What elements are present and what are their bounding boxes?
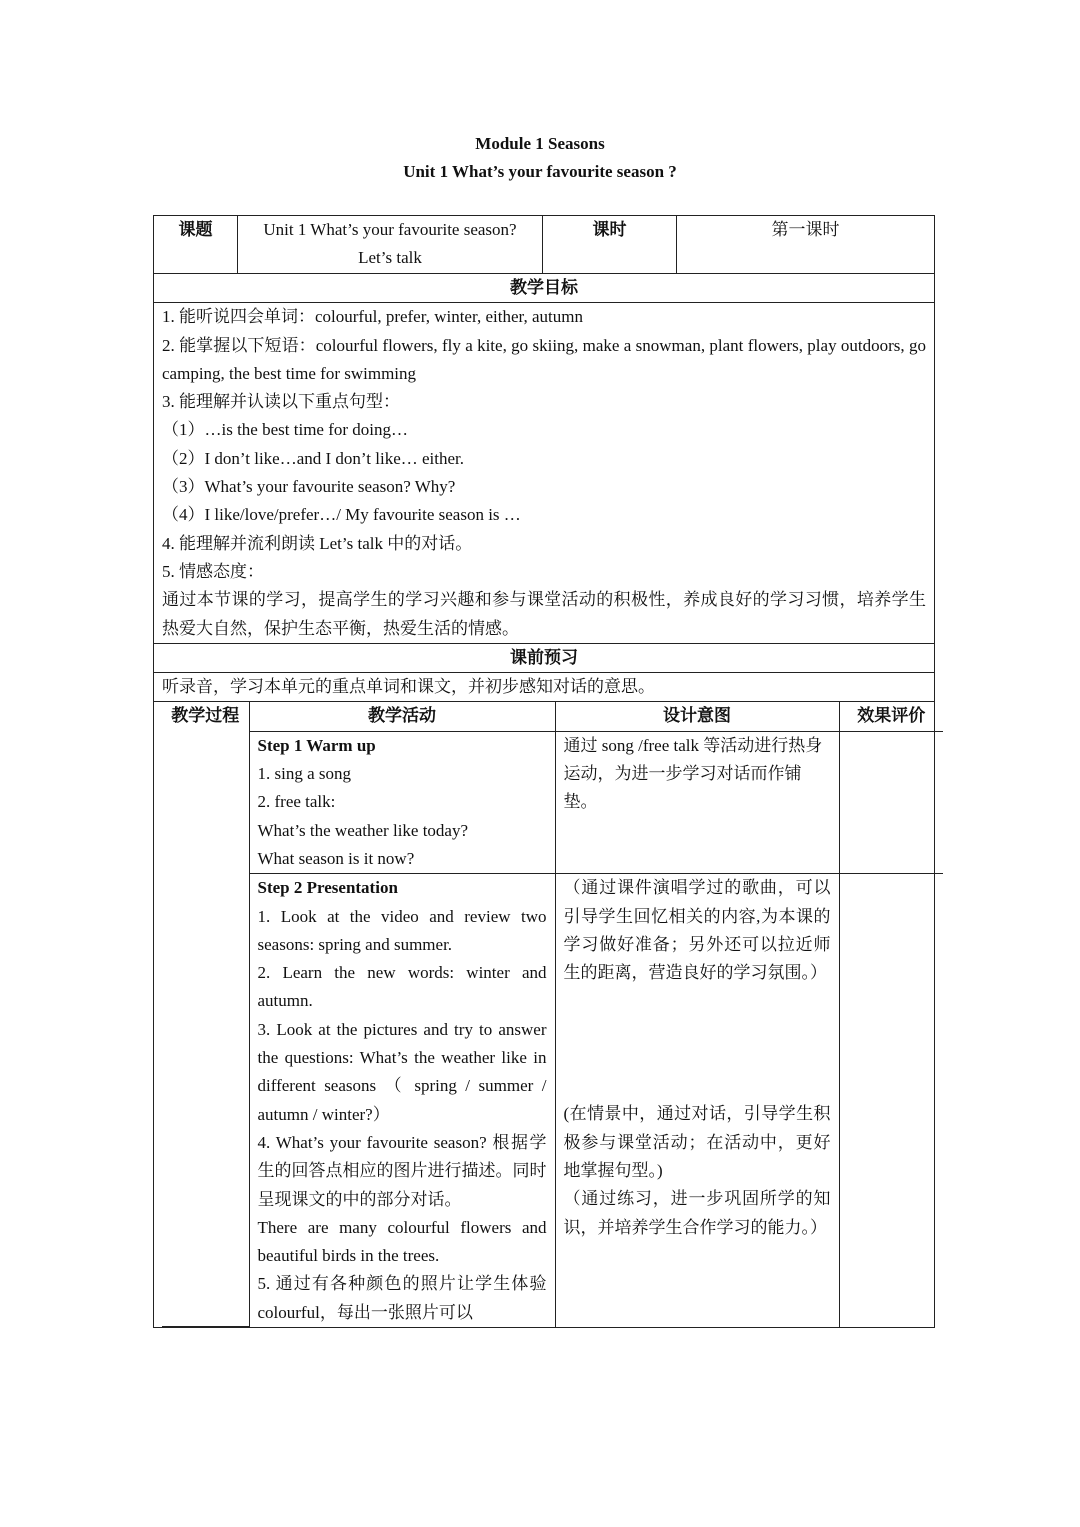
step2-title: Step 2 Presentation [257,878,398,898]
topic-line-1: Unit 1 What’s your favourite season? [263,220,517,239]
step2-line: 3. Look at the pictures and try to answer the questions: What’s the weather like in different seasons （ spring / summer / autumn / winter?） [257,1019,547,1124]
objectives-body [154,303,935,644]
objective-line: （2）I don’t like…and I don’t like… either. [162,448,465,468]
topic-label: 课题 [154,216,238,274]
preview-text: 听录音，学习本单元的重点单词和课文，并初步感知对话的意思。 [154,673,935,702]
col-eval-header: 效果评价 [839,702,943,731]
step2-line: 2. Learn the new words: winter and autumn. [257,963,547,1011]
preview-heading: 课前预习 [154,643,935,672]
step2-line: 1. Look at the video and review two seasons: spring and summer. [257,906,547,954]
process-label: 教学过程 [162,702,249,1327]
step1-line: 1. sing a song [257,764,351,784]
objective-line: （1）…is the best time for doing… [162,420,409,440]
process-table [162,702,943,1327]
process-section [154,702,935,1328]
objective-line: 4. 能理解并流利朗读 Let’s talk 中的对话。 [162,533,473,553]
objectives-heading: 教学目标 [154,274,935,303]
step1-line: What’s the weather like today? [257,820,469,840]
step2-eval [839,874,943,1327]
step1-eval [839,731,943,873]
step2-design [555,874,839,1327]
period-value: 第一课时 [677,216,935,274]
step1-title: Step 1 Warm up [257,735,376,755]
objective-line: 1. 能听说四会单词：colourful, prefer, winter, either, autumn [162,307,583,327]
lesson-plan-table [153,215,935,1328]
step2-line: There are many colourful flowers and beautiful birds in the trees. [257,1217,547,1266]
step2-line: 5. 通过有各种颜色的照片让学生体验 colourful，每出一张照片可以 [257,1274,547,1322]
col-activity-header: 教学活动 [249,702,555,731]
col-design-header: 设计意图 [555,702,839,731]
objective-line: （3）What’s your favourite season? Why? [162,477,456,497]
design-spacer [564,987,831,1100]
step2-activity [249,874,555,1327]
objective-line: 通过本节课的学习，提高学生的学习兴趣和参与课堂活动的积极性，养成良好的学习习惯，培养学生热爱大自然，保护生态平衡，热爱生活的情感。 [162,590,926,638]
step2-design-3: （通过练习，进一步巩固所学的知识，并培养学生合作学习的能力。） [563,1189,831,1237]
step1-design: 通过 song /free talk 等活动进行热身运动，为进一步学习对话而作铺垫。 [555,731,839,873]
period-label: 课时 [543,216,677,274]
topic-value [238,216,543,274]
step1-line: What season is it now? [257,848,415,868]
step1-line: 2. free talk: [257,792,336,812]
objective-line: （4）I like/love/prefer…/ My favourite season is … [162,505,521,525]
step2-design-1: （通过课件演唱学过的歌曲，可以引导学生回忆相关的内容,为本课的学习做好准备；另外还可以拉近师生的距离，营造良好的学习氛围。） [563,878,831,983]
objective-line: 5. 情感态度： [162,561,264,581]
step2-design-2: (在情景中，通过对话，引导学生积极参与课堂活动；在活动中，更好地掌握句型。) [563,1104,831,1181]
step1-activity [249,731,555,873]
module-title: Module 1 Seasons [475,134,605,153]
step2-line: 4. What’s your favourite season? 根据学生的回答点相应的图片进行描述。同时呈现课文的中的部分对话。 [257,1132,547,1209]
objective-line: 3. 能理解并认读以下重点句型： [162,392,400,412]
objective-line: 2. 能掌握以下短语：colourful flowers, fly a kite, go skiing, make a snowman, plant flowers, play outdoors, go camping, the best time for swimming [162,335,926,383]
topic-line-2: Let’s talk [358,248,422,268]
unit-title: Unit 1 What’s your favourite season ? [403,162,677,181]
